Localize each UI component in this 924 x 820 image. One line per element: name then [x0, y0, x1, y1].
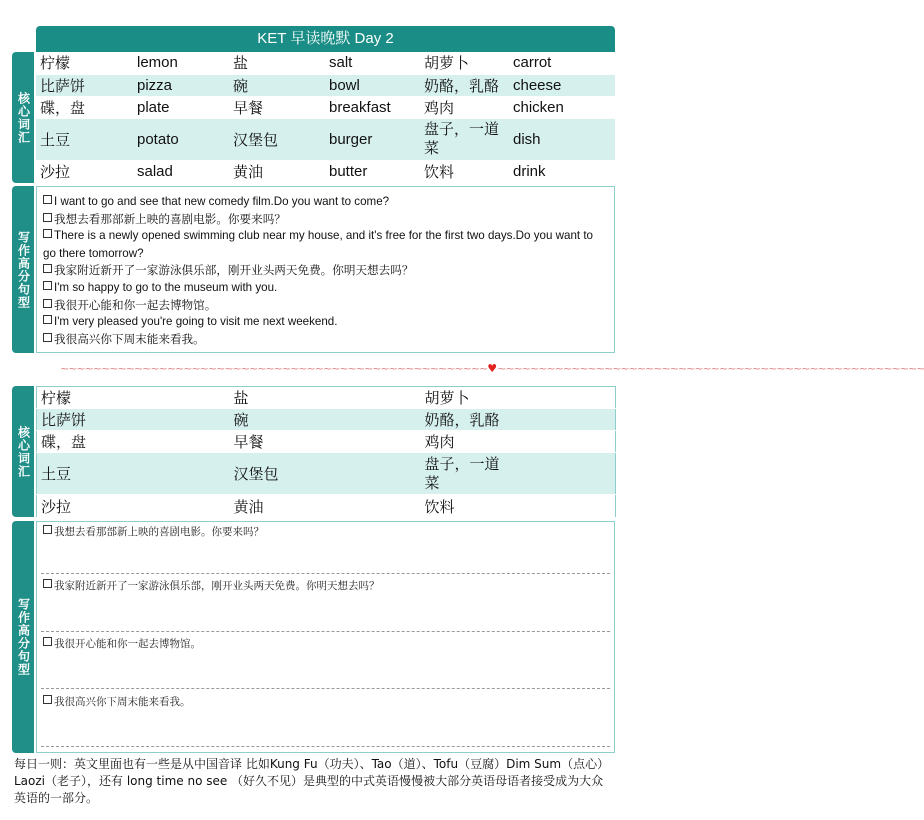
answer-cell[interactable] — [326, 387, 421, 409]
section-divider: ~~~~~~~~~~~~~~~~~~~~~~~~~~~~~~~~~~~~~~~~~~~~~~~~~~~~♥~~~~~~~~~~~~~~~~~~~~~~~~~~~~~~~~~~~~~~~~~~~~~~~~~~~~ — [60, 362, 924, 375]
answer-cell[interactable] — [134, 453, 230, 495]
checkbox-icon[interactable] — [43, 229, 52, 238]
vocab-row — [36, 52, 615, 74]
vocab-cn: 比萨饼 — [36, 74, 133, 96]
vocab-en: dish — [509, 118, 615, 160]
vocab-row — [36, 74, 615, 96]
answer-cell[interactable] — [510, 431, 616, 453]
side-label-vocab: 核心词汇 — [12, 52, 34, 183]
checkbox-icon[interactable] — [43, 213, 52, 222]
answer-cell[interactable] — [134, 495, 230, 518]
vocab-cn: 碟，盘 — [37, 431, 134, 453]
answer-cell[interactable] — [134, 431, 230, 453]
vocab-cn: 比萨饼 — [37, 409, 134, 431]
vocab-en: breakfast — [325, 96, 420, 118]
vocab-cn: 胡萝卜 — [421, 387, 510, 409]
checkbox-icon[interactable] — [43, 315, 52, 324]
checkbox-icon[interactable] — [43, 579, 52, 588]
checkbox-icon[interactable] — [43, 637, 52, 646]
sentence-item: I'm very pleased you're going to visit me next weekend. — [43, 313, 608, 331]
vocab-en: butter — [325, 160, 420, 183]
vocab-en: salad — [133, 160, 229, 183]
vocab-row — [37, 409, 616, 431]
checkbox-icon[interactable] — [43, 281, 52, 290]
vocab-cn: 饮料 — [421, 495, 510, 518]
vocab-row — [37, 387, 616, 409]
answer-cell[interactable] — [326, 409, 421, 431]
answer-cell[interactable] — [326, 431, 421, 453]
practice-prompt: 我想去看那部新上映的喜剧电影。你要来吗？ — [43, 524, 264, 539]
vocab-en: potato — [133, 118, 229, 160]
page-title: KET 早读晚默 Day 2 — [36, 26, 615, 52]
vocab-cn: 盐 — [230, 387, 326, 409]
vocab-cn: 柠檬 — [37, 387, 134, 409]
vocab-en: carrot — [509, 52, 615, 74]
answer-cell[interactable] — [326, 495, 421, 518]
answer-cell[interactable] — [510, 495, 616, 518]
vocab-en: drink — [509, 160, 615, 183]
heart-icon: ♥ — [487, 362, 498, 375]
answer-cell[interactable] — [510, 453, 616, 495]
answer-line[interactable] — [41, 573, 610, 574]
vocab-cn: 胡萝卜 — [420, 52, 509, 74]
vocab-cn: 盐 — [229, 52, 325, 74]
vocab-cn: 碗 — [229, 74, 325, 96]
vocab-cn: 鸡肉 — [420, 96, 509, 118]
vocab-en: salt — [325, 52, 420, 74]
vocab-cn: 碗 — [230, 409, 326, 431]
sentence-item: 我很开心能和你一起去博物馆。 — [43, 297, 608, 314]
vocab-cn: 柠檬 — [36, 52, 133, 74]
vocab-cn: 鸡肉 — [421, 431, 510, 453]
vocab-cn: 碟，盘 — [36, 96, 133, 118]
checkbox-icon[interactable] — [43, 333, 52, 342]
vocab-row — [37, 495, 616, 518]
vocab-cn: 盘子，一道菜 — [421, 453, 510, 495]
vocab-practice-table — [36, 386, 616, 518]
sentence-item: I want to go and see that new comedy film.Do you want to come? — [43, 193, 608, 211]
answer-cell[interactable] — [134, 387, 230, 409]
vocab-en: bowl — [325, 74, 420, 96]
vocab-table — [36, 52, 615, 184]
vocab-en: cheese — [509, 74, 615, 96]
side-label-writing: 写作高分句型 — [12, 186, 34, 353]
vocab-row — [36, 160, 615, 183]
vocab-cn: 饮料 — [420, 160, 509, 183]
vocab-cn: 早餐 — [229, 96, 325, 118]
vocab-en: chicken — [509, 96, 615, 118]
practice-prompt: 我很开心能和你一起去博物馆。 — [43, 636, 201, 651]
sentence-item: I'm so happy to go to the museum with you. — [43, 279, 608, 297]
vocab-cn: 汉堡包 — [230, 453, 326, 495]
checkbox-icon[interactable] — [43, 264, 52, 273]
side-label-vocab-practice: 核心词汇 — [12, 386, 34, 517]
answer-line[interactable] — [41, 688, 610, 689]
vocab-row — [36, 118, 615, 160]
answer-cell[interactable] — [510, 387, 616, 409]
vocab-cn: 汉堡包 — [229, 118, 325, 160]
practice-prompt: 我很高兴你下周末能来看我。 — [43, 694, 191, 709]
answer-cell[interactable] — [326, 453, 421, 495]
checkbox-icon[interactable] — [43, 299, 52, 308]
vocab-cn: 盘子，一道菜 — [420, 118, 509, 160]
vocab-cn: 黄油 — [230, 495, 326, 518]
sentence-item: 我家附近新开了一家游泳俱乐部，刚开业头两天免费。你明天想去吗？ — [43, 262, 608, 279]
answer-line[interactable] — [41, 631, 610, 632]
checkbox-icon[interactable] — [43, 525, 52, 534]
vocab-cn: 黄油 — [229, 160, 325, 183]
vocab-cn: 奶酪，乳酪 — [420, 74, 509, 96]
vocab-cn: 沙拉 — [37, 495, 134, 518]
sentence-item: There is a newly opened swimming club near my house, and it's free for the first two days.Do you want to go there tomorrow? — [43, 229, 594, 260]
side-label-writing-practice: 写作高分句型 — [12, 521, 34, 753]
daily-tip: 每日一则：英文里面也有一些是从中国音译 比如Kung Fu（功夫）、Tao（道）、Tofu（豆腐）Dim Sum（点心）Laozi（老子），还有 long time no see （好久不见）是典型的中式英语慢慢被大部分英语母语者接受成为大众英语的一部分。 — [14, 757, 610, 805]
sentence-item: 我想去看那部新上映的喜剧电影。你要来吗？ — [43, 211, 608, 228]
vocab-cn: 土豆 — [36, 118, 133, 160]
vocab-cn: 沙拉 — [36, 160, 133, 183]
vocab-cn: 奶酪，乳酪 — [421, 409, 510, 431]
answer-line[interactable] — [41, 746, 610, 747]
sentence-box — [36, 186, 615, 353]
answer-cell[interactable] — [134, 409, 230, 431]
vocab-cn: 土豆 — [37, 453, 134, 495]
vocab-row — [37, 453, 616, 495]
vocab-en: pizza — [133, 74, 229, 96]
vocab-en: lemon — [133, 52, 229, 74]
checkbox-icon[interactable] — [43, 195, 52, 204]
answer-cell[interactable] — [510, 409, 616, 431]
checkbox-icon[interactable] — [43, 695, 52, 704]
vocab-cn: 早餐 — [230, 431, 326, 453]
vocab-row — [37, 431, 616, 453]
writing-practice-box — [36, 521, 615, 753]
sentence-item: 我很高兴你下周末能来看我。 — [43, 331, 608, 348]
practice-prompt: 我家附近新开了一家游泳俱乐部，刚开业头两天免费。你明天想去吗？ — [43, 578, 380, 593]
vocab-en: plate — [133, 96, 229, 118]
vocab-row — [36, 96, 615, 118]
vocab-en: burger — [325, 118, 420, 160]
